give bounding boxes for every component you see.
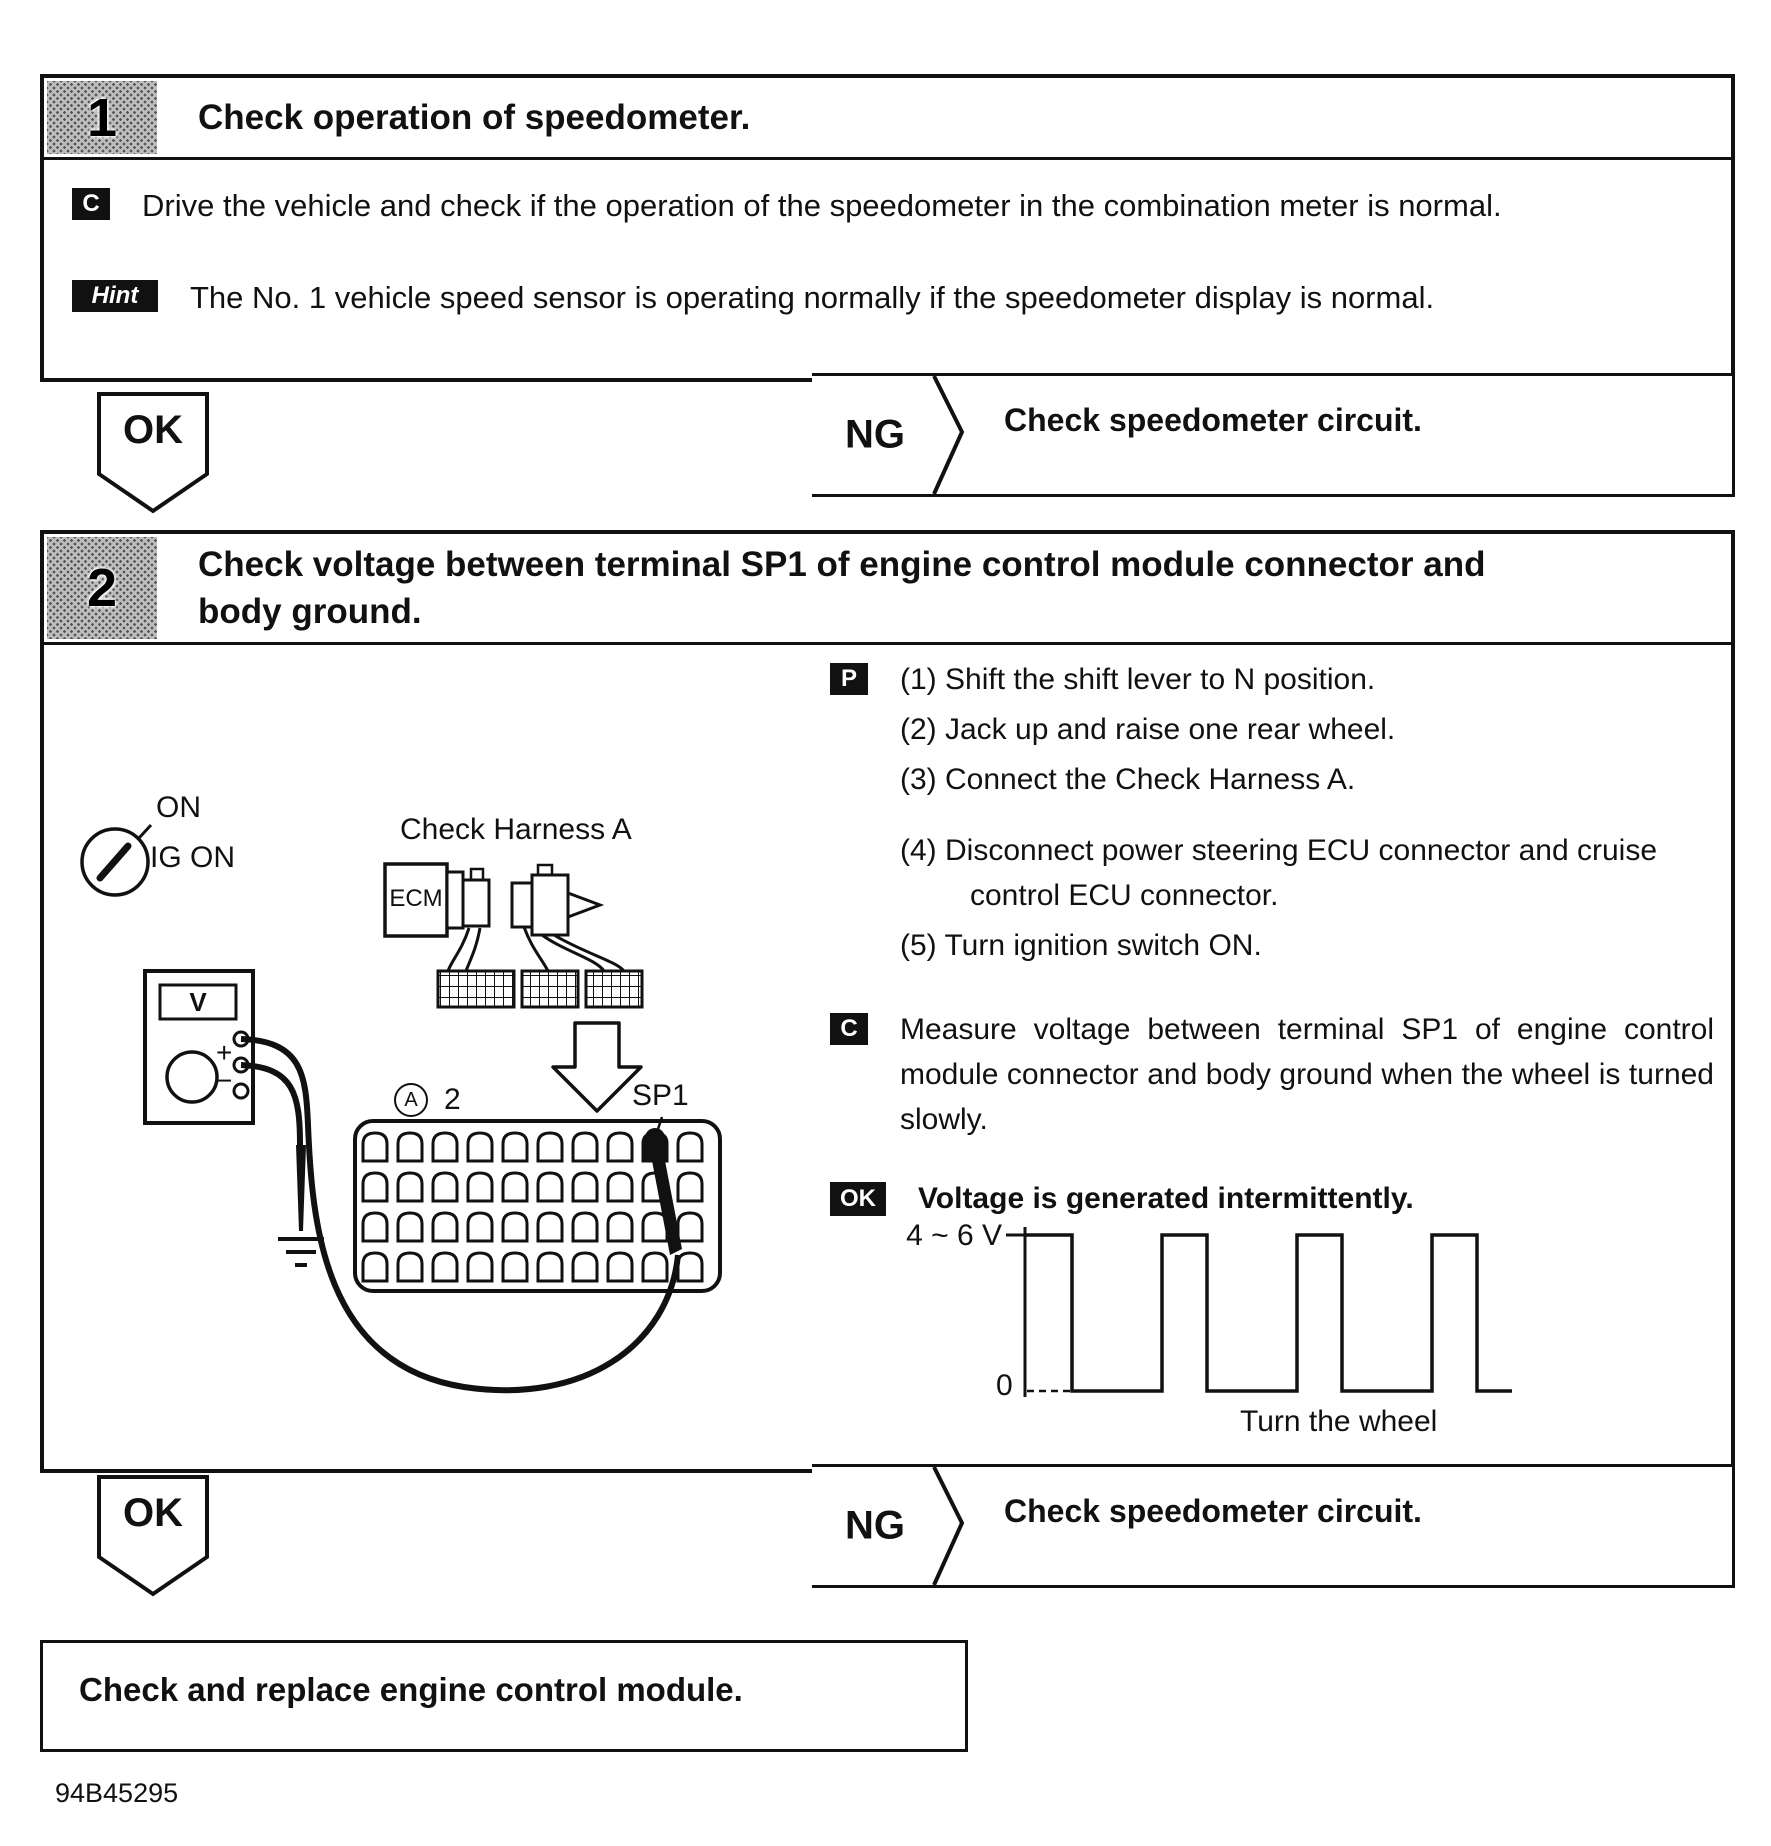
test-setup-diagram [44, 645, 826, 1461]
step-1-title: Check operation of speedometer. [198, 97, 751, 137]
ignition-on-label: ON [156, 791, 201, 824]
check-badge: C [830, 1013, 868, 1045]
ok-branch-2 [95, 1473, 211, 1599]
step-1-hint-row [72, 274, 1697, 322]
step-1-check-row [72, 182, 1697, 230]
check-badge: C [72, 188, 110, 220]
preparation-list [900, 657, 1714, 973]
conclusion-text: Check and replace engine control module. [79, 1671, 743, 1708]
step-2 [40, 530, 1735, 1473]
ok-label-2: OK [123, 1491, 183, 1535]
meter-plus-label: + [216, 1037, 233, 1068]
meter-minus-label: − [216, 1065, 233, 1096]
ng-branch-2 [812, 1464, 1735, 1588]
waveform-high-label: 4 ~ 6 V [906, 1219, 1002, 1252]
test-setup-drawing [44, 645, 826, 1461]
ok-branch-1 [95, 390, 211, 516]
step-2-procedure [830, 657, 1714, 1221]
step-1-check-text: Drive the vehicle and check if the operation of the speedometer in the combination meter is normal. [142, 188, 1502, 223]
step-1-number: 1 [47, 81, 157, 154]
step-2-body [44, 645, 1731, 1461]
conclusion-box [40, 1640, 968, 1752]
ng-label-2: NG [845, 1503, 905, 1548]
waveform-zero-label: 0 [996, 1369, 1013, 1402]
ng-branch-1 [812, 373, 1735, 497]
ok-badge: OK [830, 1182, 886, 1216]
down-arrow-icon [553, 1023, 641, 1111]
waveform-x-label: Turn the wheel [1240, 1405, 1438, 1438]
sp1-pin-label: SP1 [632, 1079, 689, 1112]
circled-a-label: A [394, 1083, 428, 1117]
voltage-waveform-chart [900, 1219, 1540, 1449]
connector-number-label: 2 [444, 1083, 461, 1116]
prep-item: (5) Turn ignition switch ON. [900, 929, 1262, 962]
chevron-right-icon [930, 376, 970, 494]
ignition-ig-on-label: IG ON [150, 841, 236, 874]
chevron-right-icon [930, 1467, 970, 1585]
step-1-body [44, 160, 1731, 322]
step-2-header [44, 534, 1731, 645]
prep-item: (1) Shift the shift lever to N position. [900, 663, 1376, 696]
check-harness-label: Check Harness A [400, 813, 632, 846]
hint-badge: Hint [72, 280, 158, 312]
step-1 [40, 74, 1735, 382]
prep-item: (4) Disconnect power steering ECU connector and cruise control ECU connector. [900, 834, 1658, 912]
preparation-row [830, 657, 1714, 973]
figure-code: 94B45295 [55, 1778, 179, 1808]
ng-action-1: Check speedometer circuit. [1004, 402, 1422, 438]
step-1-hint-text: The No. 1 vehicle speed sensor is operating normally if the speedometer display is normal. [190, 280, 1435, 316]
step-2-title: Check voltage between terminal SP1 of engine control module connector and body ground. [198, 544, 1486, 631]
connector-row-label [394, 1083, 461, 1117]
ok-criteria-row [830, 1176, 1714, 1221]
step-2-number: 2 [47, 537, 157, 639]
ng-label-1: NG [845, 412, 905, 457]
step-1-header [44, 78, 1731, 160]
measure-text: Measure voltage between terminal SP1 of engine control module connector and body ground when the wheel is turned slowly. [900, 1013, 1714, 1136]
ok-label-1: OK [123, 408, 183, 452]
ok-criteria-text: Voltage is generated intermittently. [918, 1182, 1414, 1215]
ng-action-2: Check speedometer circuit. [1004, 1493, 1422, 1529]
preparation-badge: P [830, 663, 868, 695]
voltmeter-v-label: V [189, 987, 207, 1017]
prep-item: (3) Connect the Check Harness A. [900, 763, 1356, 796]
prep-item: (2) Jack up and raise one rear wheel. [900, 713, 1396, 746]
ecm-label: ECM [389, 885, 443, 912]
ignition-key-icon [82, 825, 151, 895]
measure-row [830, 1007, 1714, 1142]
